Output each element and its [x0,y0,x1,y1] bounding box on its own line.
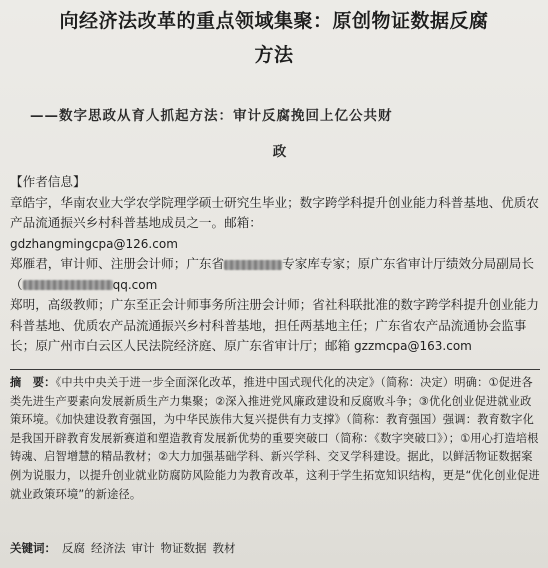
redacted-mark [23,280,113,290]
author-1-text: 章皓宇，华南农业大学农学院理学硕士研究生毕业；数字跨学科提升创业能力科普基地、优质农产品流通振兴乡村科普基地成员之一。邮箱： [10,194,539,230]
abstract-label: 摘 要： [10,376,56,389]
keywords-label: 关键词： [10,541,56,555]
author-2-text-b: 专家库专家；原广东省审计厅绩效分局副局长（ [10,256,534,292]
author-3-text: 郑明，高级教师；广东至正会计师事务所注册会计师；省社科联批准的数字跨学科提升创业能力科普基地、优质农产品流通振兴乡村科普基地，担任两基地主任；广东省农产品流通协会监事长；原广州市白云区人民法院经济庭、原广东省审计厅；邮箱 [10,297,539,353]
author-3 [10,295,542,357]
abstract [10,374,542,504]
author-1 [10,193,542,255]
author-2-email[interactable]: qq.com [112,277,158,292]
author-2-text-a: 郑雁君，审计师、注册会计师；广东省 [10,256,225,271]
redacted-mark [224,260,282,270]
article-subtitle [30,98,530,170]
title-line-2: 方法 [254,44,294,66]
author-info-header: 【作者信息】 [10,174,86,189]
keyword: 审计 [131,541,155,555]
author-2 [10,254,542,295]
author-1-email[interactable]: gdzhangmingcpa@126.com [10,236,178,251]
keyword: 经济法 [91,541,126,555]
author-info [10,172,542,357]
article-title [14,4,534,72]
subtitle-line-2: 政 [272,144,288,160]
keyword: 物证数据 [160,541,207,555]
subtitle-line-1: ——数字思政从育人抓起方法：审计反腐挽回上亿公共财 [30,108,393,124]
abstract-text: 《中共中央关于进一步全面深化改革，推进中国式现代化的决定》（简称：决定）明确：①促进各类先进生产要素向发展新质生产力集聚；②深入推进党风廉政建设和反腐败斗争；③优化创业促进就业政策环境。《加快建设教育强国，为中华民族伟大复兴提供有力支撑》（简称：教育强国）强调：教育数字化是我国开辟教育发展新赛道和塑造教育发展新优势的重要突破口（简称：《数字突破口》）；①用心打造培根铸魂、启智增慧的精品教材；②大力加强基础学科、新兴学科、交叉学科建设。据此，以鲜活物证数据案例为说服力，以提升创业就业防腐防风险能力为教育改革，这利于学生拓宽知识结构，更是“优化创业促进就业政策环境”的新途径。 [10,376,540,501]
author-3-email[interactable]: gzzmcpa@163.com [354,339,472,353]
section-divider [10,369,540,370]
keywords [10,540,542,556]
title-line-1: 向经济法改革的重点领域集聚：原创物证数据反腐 [59,10,489,32]
keyword: 反腐 [62,541,85,555]
keyword: 教材 [212,541,236,555]
